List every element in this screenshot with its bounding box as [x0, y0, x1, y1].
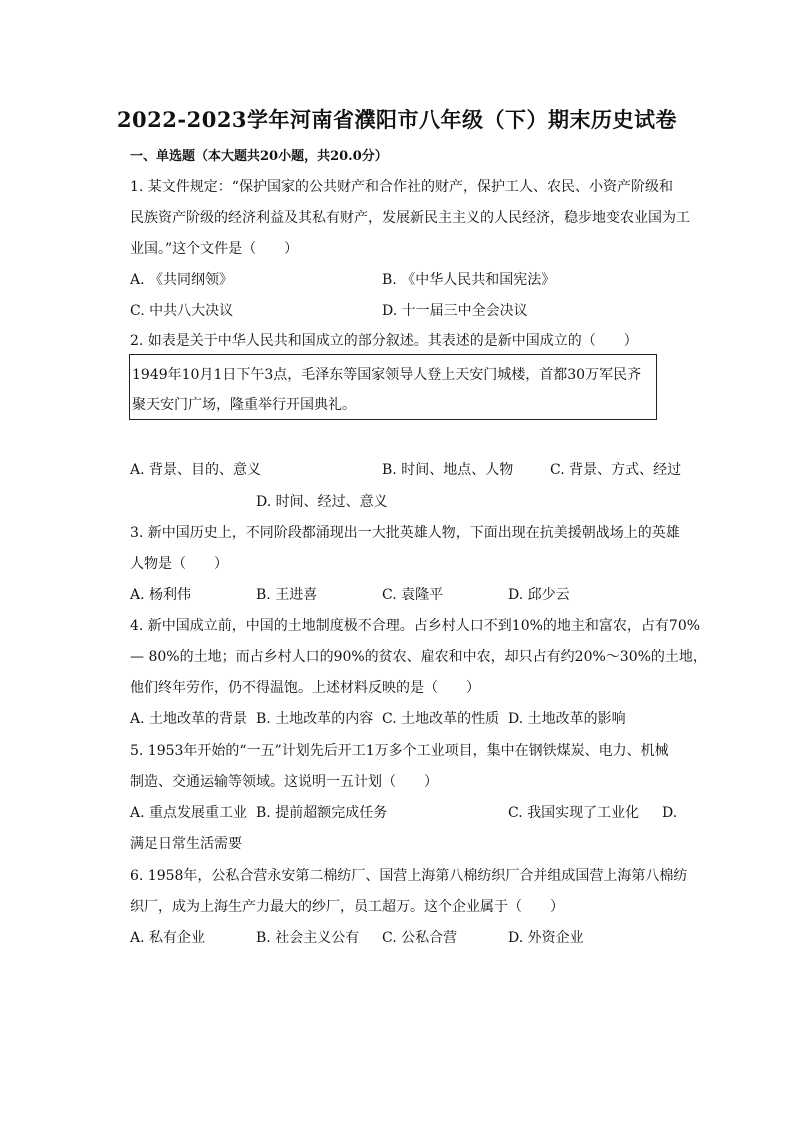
question-3-option-a[interactable]: A. 杨利伟: [130, 587, 192, 603]
question-6-line-1: 6. 1958年，公私合营永安第二棉纺厂、国营上海第八棉纺织厂合并组成国营上海第八棉纺: [130, 868, 688, 884]
question-4-option-c[interactable]: C. 土地改革的性质: [382, 711, 500, 727]
question-2-line-1: 2. 如表是关于中华人民共和国成立的部分叙述。其表述的是新中国成立的（ ）: [130, 333, 638, 349]
question-4-line-3: 他们终年劳作，仍不得温饱。上述材料反映的是（ ）: [130, 680, 480, 696]
table-line-1: 1949年10月1日下午3点，毛泽东等国家领导人登上天安门城楼，首都30万军民齐: [132, 367, 642, 383]
question-6-option-d[interactable]: D. 外资企业: [508, 930, 584, 946]
section-heading: 一、单选题（本大题共20小题，共20.0分）: [130, 149, 388, 164]
question-3-option-b[interactable]: B. 王进喜: [256, 587, 318, 603]
question-6-option-c[interactable]: C. 公私合营: [382, 930, 458, 946]
question-4-line-1: 4. 新中国成立前，中国的土地制度极不合理。占乡村人口不到10%的地主和富农，占有70%: [130, 618, 701, 634]
question-1-option-a[interactable]: A. 《共同纲领》: [130, 272, 234, 288]
question-1-option-b[interactable]: B. 《中华人民共和国宪法》: [382, 272, 556, 288]
question-5-option-c[interactable]: C. 我国实现了工业化: [508, 805, 640, 821]
question-6-line-2: 织厂，成为上海生产力最大的纱厂，员工超万。这个企业属于（ ）: [130, 899, 564, 915]
question-5-option-d-text[interactable]: 满足日常生活需要: [130, 836, 242, 852]
question-2-option-c[interactable]: C. 背景、方式、经过: [550, 462, 682, 478]
question-1-line-1: 1. 某文件规定：“保护国家的公共财产和合作社的财产，保护工人、农民、小资产阶级和: [130, 179, 673, 195]
question-6-option-b[interactable]: B. 社会主义公有: [256, 930, 360, 946]
question-5-line-2: 制造、交通运输等领域。这说明一五计划（ ）: [130, 774, 438, 790]
question-2-option-b[interactable]: B. 时间、地点、人物: [382, 462, 514, 478]
question-3-option-d[interactable]: D. 邱少云: [508, 587, 570, 603]
question-2-option-d[interactable]: D. 时间、经过、意义: [256, 494, 388, 510]
question-1-line-2: 民族资产阶级的经济利益及其私有财产，发展新民主主义的人民经济，稳步地变农业国为工: [130, 210, 690, 226]
question-5-line-1: 5. 1953年开始的“一五”计划先后开工1万多个工业项目，集中在钢铁煤炭、电力、机械: [130, 743, 669, 759]
question-6-option-a[interactable]: A. 私有企业: [130, 930, 206, 946]
question-5-option-d[interactable]: D.: [662, 805, 678, 821]
question-4-option-a[interactable]: A. 土地改革的背景: [130, 711, 248, 727]
question-4-option-d[interactable]: D. 土地改革的影响: [508, 711, 626, 727]
question-1-option-c[interactable]: C. 中共八大决议: [130, 303, 234, 319]
question-1-option-d[interactable]: D. 十一届三中全会决议: [382, 303, 528, 319]
question-3-line-2: 人物是（ ）: [130, 556, 228, 572]
question-1-line-3: 业国。”这个文件是（ ）: [130, 241, 299, 257]
question-2-option-a[interactable]: A. 背景、目的、意义: [130, 462, 262, 478]
question-5-option-a[interactable]: A. 重点发展重工业: [130, 805, 248, 821]
question-3-option-c[interactable]: C. 袁隆平: [382, 587, 444, 603]
question-4-line-2: — 80%的土地；而占乡村人口的90%的贫农、雇农和中农，却只占有约20%～30%的土地，: [130, 649, 707, 665]
page-title: 2022-2023学年河南省濮阳市八年级（下）期末历史试卷: [116, 107, 678, 132]
question-3-line-1: 3. 新中国历史上，不同阶段都涌现出一大批英雄人物，下面出现在抗美援朝战场上的英雄: [130, 525, 680, 541]
question-5-option-b[interactable]: B. 提前超额完成任务: [256, 805, 388, 821]
table-line-2: 聚天安门广场，隆重举行开国典礼。: [132, 397, 356, 413]
question-2-table: [129, 354, 657, 420]
question-4-option-b[interactable]: B. 土地改革的内容: [256, 711, 374, 727]
